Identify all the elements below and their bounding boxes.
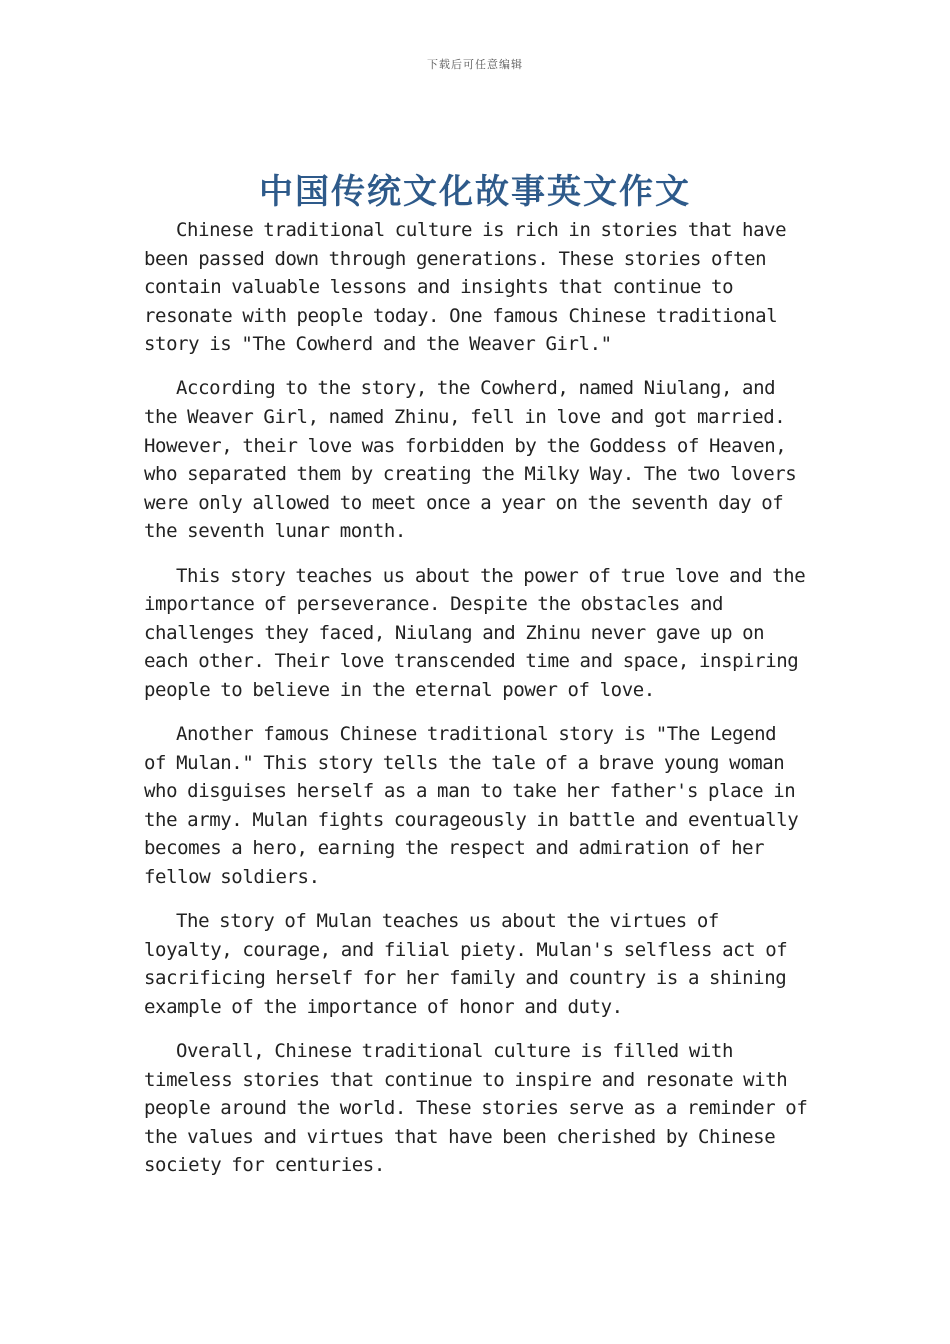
paragraph-conclusion: Overall, Chinese traditional culture is filled with timeless stories that continue to inspire and resonate with people around the world. These stories serve as a reminder of the values and virtues that have been cherished by Chinese society for centuries. [144,1039,808,1177]
paragraph-mulan-story: Another famous Chinese traditional story is "The Legend of Mulan." This story tells the tale of a brave young woman who disguises herself as a man to take her father's place in the army. Mulan fights courageously in battle and eventually becomes a hero, earning the respect and admiration of her fellow soldiers. [144,723,799,888]
paragraph-cowherd-lesson: This story teaches us about the power of true love and the importance of perseverance. Despite the obstacles and challenges they faced, Niulang and Zhinu never gave up on each other. Their love transcended time and space, inspiring people to believe in the eternal power of love. [144,564,806,701]
document-title: 中国传统文化故事英文作文 [259,172,691,212]
paragraph-mulan-lesson: The story of Mulan teaches us about the virtues of loyalty, courage, and filial piety. Mulan's selfless act of sacrificing herself for her family and country is a shining example of the importance of honor and duty. [144,910,788,1018]
paragraph-cowherd-story: According to the story, the Cowherd, named Niulang, and the Weaver Girl, named Zhinu, fell in love and got married. However, their love was forbidden by the Goddess of Heaven, who separated them by creating the Milky Way. The two lovers were only allowed to meet once a year on the seventh day of the seventh lunar month. [144,377,797,543]
document-body [144,216,808,1195]
paragraph-intro: Chinese traditional culture is rich in stories that have been passed down through generations. These stories often contain valuable lessons and insights that continue to resonate with people today. One famous Chinese traditional story is "The Cowherd and the Weaver Girl." [144,219,787,356]
page-header-note: 下载后可任意编辑 [427,58,523,71]
